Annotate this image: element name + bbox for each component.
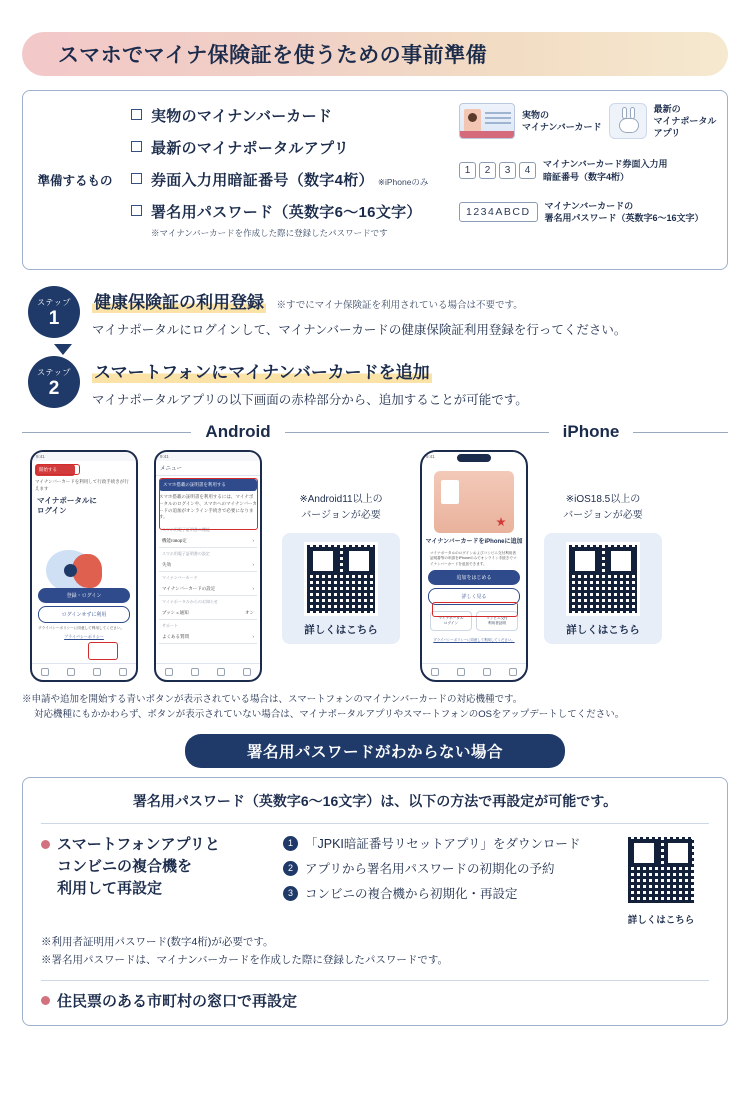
list-item[interactable] <box>159 630 257 644</box>
pin-digit: 4 <box>519 162 536 179</box>
mynumber-card-icon <box>459 103 515 139</box>
thumb-password-row <box>459 200 717 224</box>
prep-item-label: 最新のマイナポータルアプリ <box>151 140 350 157</box>
iphone-card-image <box>434 471 514 533</box>
list-item[interactable] <box>159 558 257 572</box>
thumb-password-caption <box>545 200 704 224</box>
password-sample-box: 1234ABCD <box>459 202 538 222</box>
iphone-privacy-link[interactable]: プライバシーポリシーに同意して利用してください。 <box>433 637 515 642</box>
iphone-primary-button[interactable]: 追加をはじめる <box>428 570 520 585</box>
divider <box>285 432 454 433</box>
iphone-title: マイナンバーカードをiPhoneに追加 <box>425 539 523 545</box>
divider <box>41 823 709 824</box>
qr-code-icon <box>304 542 378 616</box>
list-item <box>131 105 459 126</box>
step-number: 2 <box>283 861 298 876</box>
divider <box>41 980 709 981</box>
step-2-description: マイナポータルアプリの以下画面の赤枠部分から、追加することが可能です。 <box>92 393 528 407</box>
password-method-1 <box>41 834 273 926</box>
list-item <box>283 884 603 902</box>
thumb-password-caption-line1: マイナンバーカードの <box>544 200 634 211</box>
step-number: 3 <box>283 886 298 901</box>
android2-row-3: マイナンバーカードの設定 <box>162 585 216 591</box>
password-note-1: ※利用者証明用パスワード(数字4桁)が必要です。 <box>41 936 274 949</box>
thumb-app-caption-line3: アプリ <box>653 128 681 139</box>
android2-highlight-box <box>159 478 258 530</box>
thumb-app-caption-line1: 最新の <box>653 104 681 114</box>
android-version-note-line2: バージョンが必要 <box>301 509 381 521</box>
footnote-line-1: ※申請や追加を開始する青いボタンが表示されている場合は、スマートフォンのマイナンバーカードの対応機種です。 <box>22 694 523 705</box>
step-1-badge-number: 1 <box>48 307 60 329</box>
iphone-secondary-button[interactable]: 詳しく見る <box>428 588 520 605</box>
android1-title-line2: ログイン <box>37 506 67 516</box>
thumb-card-caption-line2: マイナンバーカード <box>522 122 602 133</box>
android-qr-label: 詳しくはこちら <box>304 624 378 636</box>
android1-highlight-box <box>88 642 118 660</box>
iphone-version-note <box>536 492 670 523</box>
bullet-icon <box>41 996 50 1005</box>
page-title: スマホでマイナ保険証を使うための事前準備 <box>58 44 488 67</box>
android-version-note-line1: ※Android11以上の <box>299 494 383 505</box>
android1-secondary-button[interactable]: ログインせずに利用 <box>38 606 130 623</box>
divider <box>22 432 191 433</box>
password-section-title: 署名用パスワードがわからない場合 <box>185 734 565 768</box>
password-note-2: ※署名用パスワードは、マイナンバーカードを作成した際に登録したパスワードです。 <box>41 953 448 966</box>
iphone-bottom-nav[interactable] <box>422 663 526 680</box>
list-item[interactable] <box>159 582 257 596</box>
android-qr-column <box>274 450 408 644</box>
divider <box>454 432 549 433</box>
prep-item-label: 券面入力用暗証番号（数字4桁） <box>151 172 374 189</box>
android1-primary-button[interactable]: 登録・ログイン <box>38 588 130 603</box>
step-2-body <box>92 356 528 408</box>
thumb-card-caption-line1: 実物の <box>522 110 550 121</box>
password-method-1-title <box>41 834 273 899</box>
pin-digit-boxes <box>459 162 536 179</box>
iphone-description: マイナポータルのログインおよびコンビニ交付利用者証明書等の申請をiPhoneのみでオンライン手続きでマイナンバーカードを追加できます。 <box>430 550 517 566</box>
android2-section-4: マイナポータルからのお知らせ <box>162 599 218 604</box>
android-qr-card[interactable] <box>282 533 400 644</box>
list-item <box>131 137 459 158</box>
android1-top-text: マイナンバーカードを利用して行政手続きが行えます <box>35 479 129 491</box>
thumb-pin-caption-line1: マイナンバーカード券面入力用 <box>543 159 668 170</box>
step-2-badge-label: ステップ <box>37 367 71 377</box>
step-2-badge-number: 2 <box>48 377 60 399</box>
step-2-title: スマートフォンにマイナンバーカードを追加 <box>92 358 432 383</box>
android2-section-5: サポート <box>162 623 178 628</box>
method-1-line3: 利用して再設定 <box>57 879 163 897</box>
chevron-right-icon: › <box>252 585 254 591</box>
iphone-tile-1-line2: ログイン <box>443 620 459 625</box>
thumb-pin-row <box>459 158 717 182</box>
thumb-card-caption <box>522 109 602 133</box>
password-lead-text: 署名用パスワード（英数字6〜16文字）は、以下の方法で再設定が可能です。 <box>132 793 618 810</box>
android2-row-5: よくある質問 <box>162 633 189 639</box>
android-screen-2 <box>154 450 262 682</box>
android2-description: スマホ搭載の証明書を利用するには、マイナポータルのログインや、スマホへのマイナンバーカードの追加がオンライン手続きで必要になります。 <box>159 494 257 520</box>
android2-section-2: スマホ用電子証明書の設定 <box>162 551 210 556</box>
password-steps-list <box>283 834 603 926</box>
step-1-title-note: ※すでにマイナ保険証を利用されている場合は不要です。 <box>276 300 523 311</box>
bullet-icon <box>41 840 50 849</box>
method-1-line1: スマートフォンアプリと <box>57 836 220 854</box>
iphone-label: iPhone <box>562 422 620 441</box>
poster-page <box>0 32 750 1115</box>
status-bar: 9:41 <box>422 452 526 461</box>
password-qr-label: 詳しくはこちら <box>627 915 695 927</box>
chevron-right-icon: › <box>252 537 254 543</box>
iphone-tile-2-line2: 利用者証明 <box>488 620 506 625</box>
step-2 <box>28 356 728 408</box>
android2-nav-title: メニュー <box>156 461 260 476</box>
step-number: 1 <box>283 836 298 851</box>
iphone-tile-2-line1: コンビニ交付 <box>486 615 508 620</box>
list-item <box>131 169 459 190</box>
iphone-header <box>454 422 728 442</box>
password-step-1: 「JPKI暗証番号リセットアプリ」をダウンロード <box>305 837 581 852</box>
android2-highlight-row[interactable]: スマホ搭載の証明書を利用する <box>159 479 257 491</box>
thumb-app-caption-line2: マイナポータル <box>653 116 717 127</box>
prep-item-label: 署名用パスワード（英数字6〜16文字） <box>151 204 422 221</box>
myna-portal-app-icon <box>609 103 647 139</box>
thumb-pin-caption-line2: 暗証番号（数字4桁） <box>543 171 630 182</box>
steps-section <box>22 286 728 408</box>
step-1-title: 健康保険証の利用登録 <box>92 288 266 313</box>
iphone-version-note-line2: バージョンが必要 <box>563 509 643 521</box>
list-item <box>131 201 459 222</box>
step-2-badge <box>28 356 80 408</box>
android2-bottom-nav[interactable] <box>156 663 260 680</box>
android1-note: プライバシーポリシーに同意して利用してください。 <box>38 625 125 630</box>
status-bar: 9:41 <box>32 452 136 461</box>
thumb-pin-caption <box>543 158 668 182</box>
list-item[interactable] <box>159 534 257 548</box>
android1-red-badge: 開始する <box>35 464 75 476</box>
list-item[interactable] <box>159 606 257 620</box>
step-1-badge <box>28 286 80 338</box>
preparation-list <box>127 91 459 269</box>
preparation-thumbnails <box>459 91 727 269</box>
iphone-qr-label: 詳しくはこちら <box>566 624 640 636</box>
iphone-tile-1-line1: マイナポータル <box>438 615 464 620</box>
preparation-label: 準備するもの <box>37 174 113 188</box>
thumb-card-row <box>459 103 717 139</box>
phone-mockups <box>22 450 728 682</box>
iphone-version-note-line1: ※iOS18.5以上の <box>565 494 641 505</box>
prep-item-sub-note: ※マイナンバーカードを作成した際に登録したパスワードです <box>151 228 388 238</box>
checkbox-icon <box>131 205 142 216</box>
prep-item-note: ※iPhoneのみ <box>377 177 429 187</box>
checkbox-icon <box>131 109 142 120</box>
footnote <box>22 692 728 722</box>
android2-row-1: 機能говор定 <box>162 537 187 543</box>
checkbox-icon <box>131 141 142 152</box>
checkbox-icon <box>131 173 142 184</box>
os-headers <box>22 422 728 442</box>
password-section <box>22 734 728 1026</box>
pin-digit: 3 <box>499 162 516 179</box>
notch <box>457 454 491 462</box>
iphone-highlight-box <box>432 602 518 617</box>
preparation-box <box>22 90 728 270</box>
qr-code-icon <box>566 542 640 616</box>
pin-digit: 2 <box>479 162 496 179</box>
android2-row-4: プッシュ通知 <box>162 609 189 615</box>
password-step-3: コンビニの複合機から初期化・再設定 <box>305 887 518 902</box>
android2-row-4-value: オン <box>245 609 254 615</box>
android1-title-line1: マイナポータルに <box>37 495 97 505</box>
chevron-right-icon: › <box>252 561 254 567</box>
step-1-description: マイナポータルにログインして、マイナンバーカードの健康保険証利用登録を行ってください。 <box>92 323 627 337</box>
method-1-line2: コンビニの複合機を <box>57 858 193 876</box>
prep-item-label: 実物のマイナンバーカード <box>151 108 333 125</box>
android1-highlight-top <box>36 464 80 475</box>
android-version-note <box>274 492 408 523</box>
password-method-2-label: 住民票のある市町村の窓口で再設定 <box>57 993 298 1010</box>
step-1 <box>28 286 728 338</box>
qr-code-icon <box>625 834 697 906</box>
android2-section-3: マイナンバーカード <box>162 575 198 580</box>
step-arrow-icon <box>54 344 72 355</box>
list-item <box>283 834 603 852</box>
android-label: Android <box>205 422 271 441</box>
iphone-screen <box>420 450 528 682</box>
password-methods <box>41 834 709 926</box>
password-notes <box>41 934 709 969</box>
chevron-right-icon: › <box>252 633 254 639</box>
android1-privacy-link[interactable]: プライバシーポリシー <box>64 634 104 639</box>
iphone-qr-column <box>536 450 670 644</box>
header-banner <box>22 32 728 76</box>
list-item <box>283 859 603 877</box>
pin-digit: 1 <box>459 162 476 179</box>
android-header <box>22 422 454 442</box>
password-qr-column[interactable] <box>613 834 709 926</box>
password-method-2 <box>41 990 709 1011</box>
step-1-body <box>92 286 626 338</box>
password-step-2: アプリから署名用パスワードの初期化の予約 <box>305 862 555 877</box>
android2-section-1: スマホ用電子証明書の機能 <box>162 527 210 532</box>
android2-row-2: 失効 <box>162 561 171 567</box>
thumb-password-caption-line2: 署名用パスワード（英数字6〜16文字） <box>544 212 704 223</box>
step-1-badge-label: ステップ <box>37 297 71 307</box>
status-bar: 9:41 <box>156 452 260 461</box>
password-section-box <box>22 777 728 1026</box>
thumb-app-caption <box>654 103 717 139</box>
divider <box>633 432 728 433</box>
android-screen-1 <box>30 450 138 682</box>
footnote-line-2: 対応機種にもかかわらず、ボタンが表示されていない場合は、マイナポータルアプリやスマートフォンのOSをアップデートしてください。 <box>34 709 625 721</box>
iphone-qr-card[interactable] <box>544 533 662 644</box>
android1-bottom-nav[interactable] <box>32 663 136 680</box>
